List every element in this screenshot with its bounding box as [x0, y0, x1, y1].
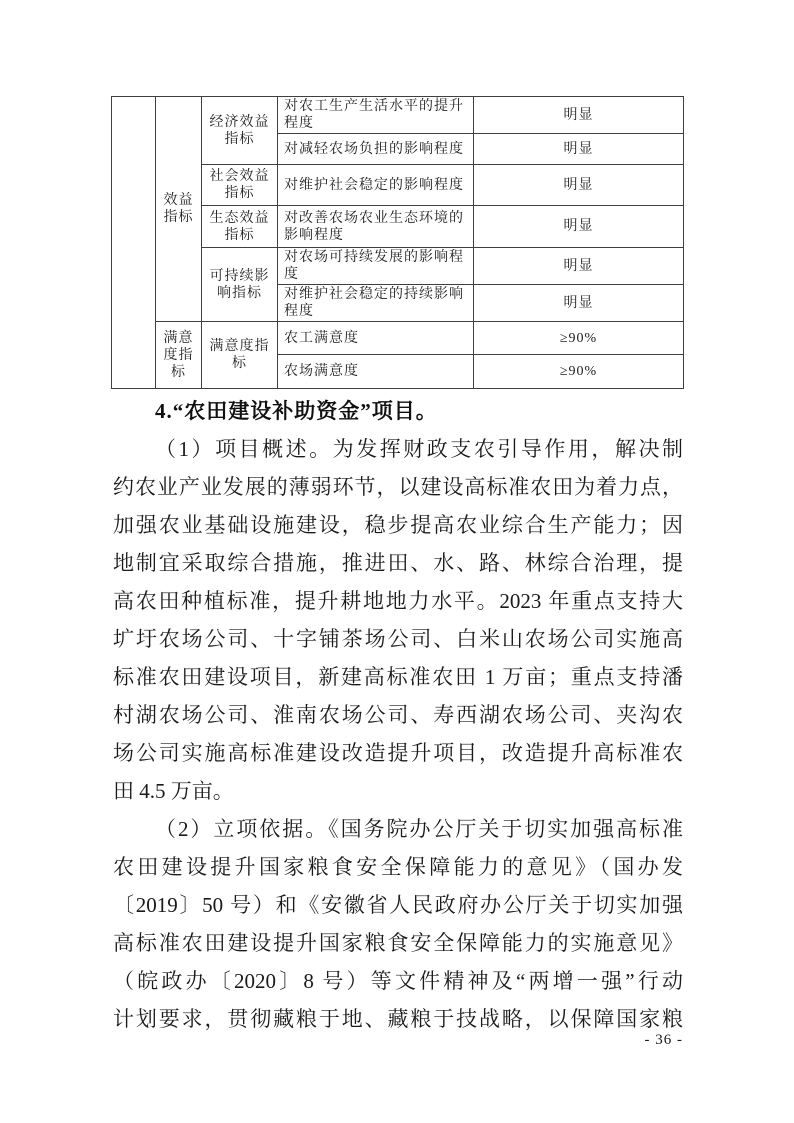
paragraph-project-overview — [113, 430, 683, 810]
text-line: 〔2019〕50 号）和《安徽省人民政府办公厅关于切实加强 — [113, 893, 683, 917]
indicators-table-wrap — [111, 96, 684, 389]
text-line: 村湖农场公司、淮南农场公司、寿西湖农场公司、夹沟农 — [113, 703, 683, 727]
value-cell: 明显 — [474, 248, 684, 285]
indicator-cell: 对维护社会稳定的持续影响程度 — [278, 285, 474, 322]
indicator-cell: 对农场可持续发展的影响程度 — [278, 248, 474, 285]
section-heading: 4.“农田建设补助资金”项目。 — [155, 399, 438, 423]
text-line: 田 4.5 万亩。 — [113, 779, 234, 803]
text-line: 高农田种植标准，提升耕地地力水平。2023 年重点支持大 — [113, 589, 683, 613]
indicator-cell: 对维护社会稳定的影响程度 — [278, 165, 474, 206]
indicator-cell: 农场满意度 — [278, 355, 474, 389]
satisfaction-subcategory-cell: 满意度指标 — [202, 322, 278, 389]
table-row — [112, 97, 684, 134]
indicator-cell: 对改善农场农业生态环境的影响程度 — [278, 206, 474, 248]
text-line: 加强农业基础设施建设，稳步提高农业综合生产能力；因 — [113, 513, 683, 537]
text-line: 计划要求，贯彻藏粮于地、藏粮于技战略，以保障国家粮 — [113, 1007, 683, 1031]
value-cell: 明显 — [474, 134, 684, 165]
text-line: （1）项目概述。为发挥财政支农引导作用，解决制 — [155, 437, 683, 461]
social-subcategory-cell: 社会效益指标 — [202, 165, 278, 206]
indicators-table — [111, 96, 684, 389]
value-cell: 明显 — [474, 206, 684, 248]
economic-subcategory-cell: 经济效益指标 — [202, 97, 278, 165]
value-cell: 明显 — [474, 97, 684, 134]
value-cell: ≥90% — [474, 322, 684, 355]
text-line: （2）立项依据。《国务院办公厅关于切实加强高标准 — [155, 817, 683, 841]
table-row — [112, 322, 684, 355]
indicator-cell: 农工满意度 — [278, 322, 474, 355]
page-number: - 36 - — [644, 1032, 683, 1048]
ecological-subcategory-cell: 生态效益指标 — [202, 206, 278, 248]
benefit-category-cell: 效益指标 — [156, 97, 202, 322]
text-line: 地制宜采取综合措施，推进田、水、路、林综合治理，提 — [113, 551, 683, 575]
value-cell: 明显 — [474, 165, 684, 206]
sustainable-subcategory-cell: 可持续影响指标 — [202, 248, 278, 322]
indicator-cell: 对减轻农场负担的影响程度 — [278, 134, 474, 165]
text-line: （皖政办〔2020〕8 号）等文件精神及“两增一强”行动 — [113, 969, 683, 993]
paragraph-project-basis — [113, 810, 683, 1038]
text-line: 场公司实施高标准建设改造提升项目，改造提升高标准农 — [113, 741, 683, 765]
text-line: 农田建设提升国家粮食安全保障能力的意见》（国办发 — [113, 855, 683, 879]
text-line: 圹圩农场公司、十字铺茶场公司、白米山农场公司实施高 — [113, 627, 683, 651]
value-cell: ≥90% — [474, 355, 684, 389]
text-line: 标准农田建设项目，新建高标准农田 1 万亩；重点支持潘 — [113, 665, 683, 689]
satisfaction-category-cell: 满意度指标 — [156, 322, 202, 389]
body-content — [113, 392, 683, 1038]
continuation-empty-cell — [112, 97, 156, 389]
indicator-cell: 对农工生产生活水平的提升程度 — [278, 97, 474, 134]
text-line: 约农业产业发展的薄弱环节，以建设高标准农田为着力点， — [113, 475, 683, 499]
text-line: 高标准农田建设提升国家粮食安全保障能力的实施意见》 — [113, 931, 683, 955]
value-cell: 明显 — [474, 285, 684, 322]
